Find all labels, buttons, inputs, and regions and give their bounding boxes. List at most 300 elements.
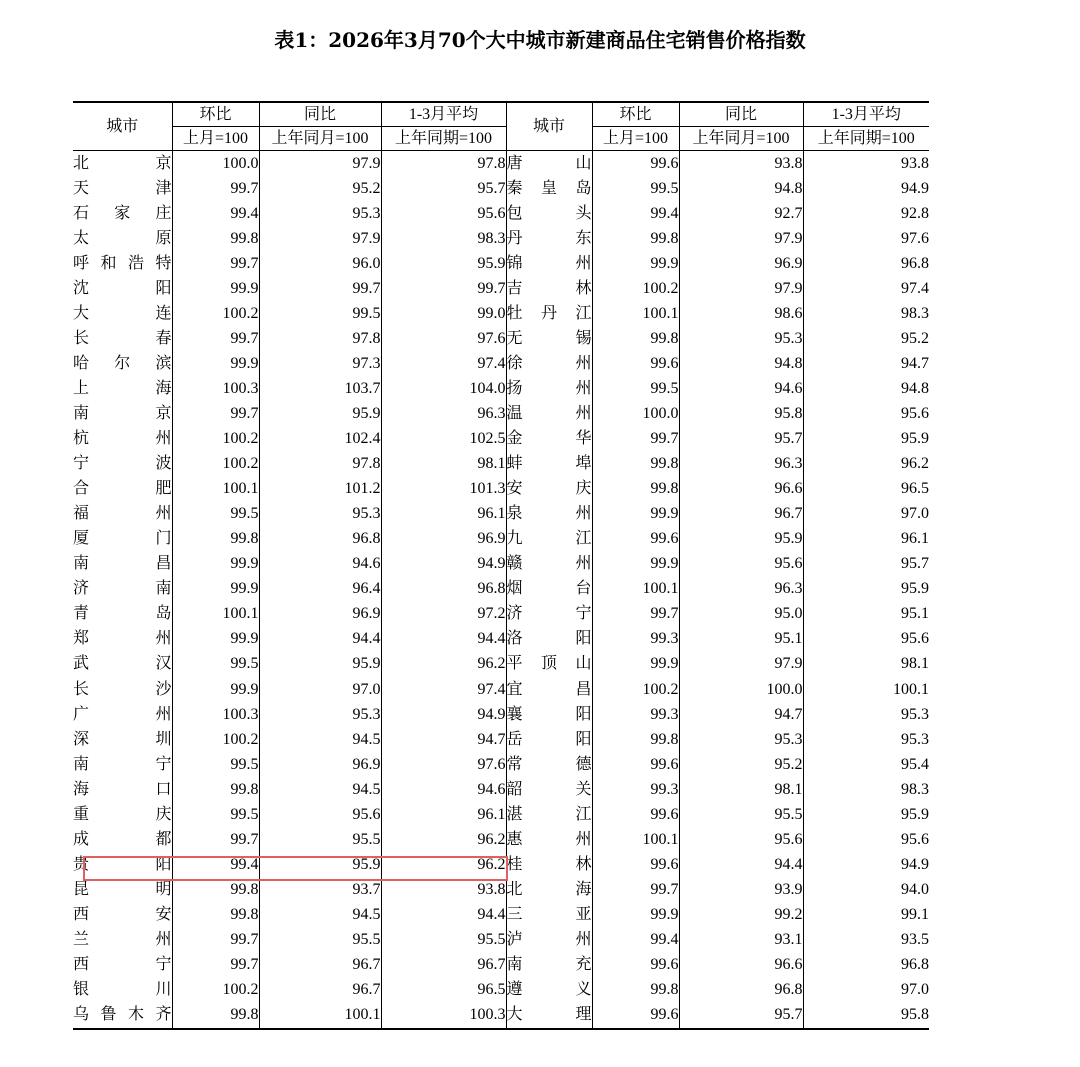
yoy-value-left: 96.7 bbox=[259, 978, 381, 1003]
avg-value-left: 97.8 bbox=[381, 151, 506, 177]
city-name-left-cell bbox=[73, 702, 172, 727]
mom-value-left: 99.9 bbox=[172, 276, 259, 301]
table-row bbox=[73, 527, 929, 552]
avg-value-left: 98.3 bbox=[381, 226, 506, 251]
city-name-left: 沈阳 bbox=[73, 279, 172, 297]
yoy-value-right: 98.1 bbox=[679, 777, 803, 802]
city-name-right: 北海 bbox=[506, 880, 592, 898]
yoy-value-right: 100.0 bbox=[679, 677, 803, 702]
city-name-left-cell bbox=[73, 452, 172, 477]
header-mom-right: 环比 bbox=[592, 102, 679, 127]
table-row bbox=[73, 702, 929, 727]
avg-value-right: 95.9 bbox=[803, 577, 929, 602]
yoy-value-right: 93.1 bbox=[679, 927, 803, 952]
avg-value-right: 96.1 bbox=[803, 527, 929, 552]
yoy-value-left: 97.8 bbox=[259, 452, 381, 477]
header-mom-base-left: 上月=100 bbox=[172, 127, 259, 151]
city-name-left-cell bbox=[73, 852, 172, 877]
table-row bbox=[73, 777, 929, 802]
mom-value-left: 99.7 bbox=[172, 326, 259, 351]
header-avg-base-left: 上年同期=100 bbox=[381, 127, 506, 151]
city-name-right-cell bbox=[506, 351, 592, 376]
city-name-right-cell bbox=[506, 527, 592, 552]
yoy-value-left: 95.3 bbox=[259, 702, 381, 727]
city-name-left-cell bbox=[73, 176, 172, 201]
city-name-right-cell bbox=[506, 401, 592, 426]
header-yoy-right: 同比 bbox=[679, 102, 803, 127]
mom-value-left: 100.2 bbox=[172, 301, 259, 326]
avg-value-right: 97.0 bbox=[803, 502, 929, 527]
city-name-left: 兰州 bbox=[73, 930, 172, 948]
avg-value-left: 94.6 bbox=[381, 777, 506, 802]
table-row bbox=[73, 902, 929, 927]
city-name-left-cell bbox=[73, 276, 172, 301]
city-name-left-cell bbox=[73, 226, 172, 251]
table-row bbox=[73, 627, 929, 652]
yoy-value-left: 94.5 bbox=[259, 902, 381, 927]
avg-value-right: 94.9 bbox=[803, 176, 929, 201]
table-row bbox=[73, 301, 929, 326]
avg-value-left: 96.2 bbox=[381, 827, 506, 852]
mom-value-left: 99.4 bbox=[172, 201, 259, 226]
city-name-left-cell bbox=[73, 777, 172, 802]
avg-value-left: 98.1 bbox=[381, 452, 506, 477]
table-row bbox=[73, 452, 929, 477]
header-avg-left: 1-3月平均 bbox=[381, 102, 506, 127]
mom-value-right: 99.8 bbox=[592, 452, 679, 477]
city-name-left-cell bbox=[73, 602, 172, 627]
table-row bbox=[73, 226, 929, 251]
city-name-left-cell bbox=[73, 477, 172, 502]
avg-value-right: 95.6 bbox=[803, 827, 929, 852]
city-name-left: 长春 bbox=[73, 329, 172, 347]
yoy-value-left: 99.7 bbox=[259, 276, 381, 301]
yoy-value-right: 95.5 bbox=[679, 802, 803, 827]
mom-value-right: 99.5 bbox=[592, 176, 679, 201]
avg-value-left: 95.7 bbox=[381, 176, 506, 201]
mom-value-right: 99.6 bbox=[592, 1003, 679, 1029]
avg-value-left: 95.6 bbox=[381, 201, 506, 226]
table-row bbox=[73, 552, 929, 577]
avg-value-left: 94.9 bbox=[381, 702, 506, 727]
mom-value-left: 99.4 bbox=[172, 852, 259, 877]
mom-value-left: 99.9 bbox=[172, 577, 259, 602]
yoy-value-left: 95.9 bbox=[259, 652, 381, 677]
yoy-value-right: 99.2 bbox=[679, 902, 803, 927]
table-row bbox=[73, 502, 929, 527]
city-name-right: 平顶山 bbox=[506, 655, 592, 673]
avg-value-left: 100.3 bbox=[381, 1003, 506, 1029]
table-row bbox=[73, 427, 929, 452]
city-name-right-cell bbox=[506, 477, 592, 502]
avg-value-right: 95.4 bbox=[803, 752, 929, 777]
yoy-value-left: 95.9 bbox=[259, 401, 381, 426]
mom-value-left: 100.2 bbox=[172, 727, 259, 752]
mom-value-right: 99.4 bbox=[592, 927, 679, 952]
yoy-value-left: 96.9 bbox=[259, 602, 381, 627]
city-name-right: 南充 bbox=[506, 956, 592, 974]
city-name-left: 南昌 bbox=[73, 555, 172, 573]
mom-value-right: 99.8 bbox=[592, 727, 679, 752]
city-name-right: 烟台 bbox=[506, 580, 592, 598]
yoy-value-right: 94.4 bbox=[679, 852, 803, 877]
city-name-left-cell bbox=[73, 902, 172, 927]
avg-value-right: 95.6 bbox=[803, 627, 929, 652]
city-name-left-cell bbox=[73, 502, 172, 527]
city-name-right-cell bbox=[506, 226, 592, 251]
city-name-right: 泉州 bbox=[506, 505, 592, 523]
header-mom-left: 环比 bbox=[172, 102, 259, 127]
city-name-left-cell bbox=[73, 351, 172, 376]
avg-value-left: 97.2 bbox=[381, 602, 506, 627]
city-name-left-cell bbox=[73, 677, 172, 702]
mom-value-left: 99.9 bbox=[172, 552, 259, 577]
yoy-value-left: 97.8 bbox=[259, 326, 381, 351]
yoy-value-right: 95.7 bbox=[679, 427, 803, 452]
table-header bbox=[73, 102, 929, 151]
mom-value-left: 99.9 bbox=[172, 351, 259, 376]
table-row bbox=[73, 978, 929, 1003]
yoy-value-left: 96.8 bbox=[259, 527, 381, 552]
mom-value-right: 99.3 bbox=[592, 777, 679, 802]
table-row bbox=[73, 677, 929, 702]
mom-value-right: 99.9 bbox=[592, 652, 679, 677]
yoy-value-right: 94.8 bbox=[679, 351, 803, 376]
city-name-right-cell bbox=[506, 276, 592, 301]
city-name-right: 金华 bbox=[506, 430, 592, 448]
city-name-right-cell bbox=[506, 552, 592, 577]
avg-value-left: 96.1 bbox=[381, 502, 506, 527]
city-name-left: 厦门 bbox=[73, 530, 172, 548]
avg-value-left: 96.9 bbox=[381, 527, 506, 552]
city-name-right-cell bbox=[506, 376, 592, 401]
table-row bbox=[73, 877, 929, 902]
city-name-left-cell bbox=[73, 927, 172, 952]
city-name-left-cell bbox=[73, 652, 172, 677]
mom-value-left: 99.8 bbox=[172, 777, 259, 802]
city-name-right-cell bbox=[506, 927, 592, 952]
city-name-left-cell bbox=[73, 527, 172, 552]
city-name-left: 海口 bbox=[73, 780, 172, 798]
mom-value-right: 99.9 bbox=[592, 902, 679, 927]
avg-value-left: 96.2 bbox=[381, 852, 506, 877]
mom-value-right: 100.1 bbox=[592, 827, 679, 852]
table-row bbox=[73, 953, 929, 978]
city-name-left: 银川 bbox=[73, 981, 172, 999]
mom-value-right: 99.6 bbox=[592, 151, 679, 177]
avg-value-right: 94.8 bbox=[803, 376, 929, 401]
yoy-value-right: 97.9 bbox=[679, 276, 803, 301]
avg-value-right: 95.9 bbox=[803, 802, 929, 827]
city-name-left-cell bbox=[73, 1003, 172, 1029]
yoy-value-left: 94.5 bbox=[259, 727, 381, 752]
city-name-right-cell bbox=[506, 427, 592, 452]
city-name-left: 贵阳 bbox=[73, 855, 172, 873]
yoy-value-left: 102.4 bbox=[259, 427, 381, 452]
mom-value-left: 100.2 bbox=[172, 452, 259, 477]
avg-value-right: 95.2 bbox=[803, 326, 929, 351]
yoy-value-right: 96.7 bbox=[679, 502, 803, 527]
mom-value-right: 99.6 bbox=[592, 953, 679, 978]
avg-value-left: 96.5 bbox=[381, 978, 506, 1003]
city-name-right: 包头 bbox=[506, 204, 592, 222]
city-name-left-cell bbox=[73, 752, 172, 777]
avg-value-right: 94.9 bbox=[803, 852, 929, 877]
yoy-value-left: 97.9 bbox=[259, 151, 381, 177]
city-name-right: 常德 bbox=[506, 755, 592, 773]
yoy-value-right: 96.3 bbox=[679, 577, 803, 602]
avg-value-right: 93.5 bbox=[803, 927, 929, 952]
city-name-left-cell bbox=[73, 727, 172, 752]
yoy-value-right: 94.7 bbox=[679, 702, 803, 727]
avg-value-right: 96.8 bbox=[803, 953, 929, 978]
table-row bbox=[73, 351, 929, 376]
city-name-left: 武汉 bbox=[73, 655, 172, 673]
city-name-left-cell bbox=[73, 953, 172, 978]
yoy-value-left: 103.7 bbox=[259, 376, 381, 401]
city-name-right: 泸州 bbox=[506, 930, 592, 948]
yoy-value-right: 96.6 bbox=[679, 953, 803, 978]
avg-value-right: 99.1 bbox=[803, 902, 929, 927]
mom-value-left: 100.1 bbox=[172, 602, 259, 627]
yoy-value-left: 100.1 bbox=[259, 1003, 381, 1029]
mom-value-left: 99.8 bbox=[172, 527, 259, 552]
city-name-right: 秦皇岛 bbox=[506, 179, 592, 197]
city-name-left: 石家庄 bbox=[73, 204, 172, 222]
table-row bbox=[73, 802, 929, 827]
avg-value-right: 95.7 bbox=[803, 552, 929, 577]
yoy-value-right: 96.8 bbox=[679, 978, 803, 1003]
table-row bbox=[73, 477, 929, 502]
header-city-left: 城市 bbox=[73, 102, 172, 151]
avg-value-right: 93.8 bbox=[803, 151, 929, 177]
city-name-left-cell bbox=[73, 326, 172, 351]
yoy-value-right: 97.9 bbox=[679, 226, 803, 251]
city-name-right-cell bbox=[506, 577, 592, 602]
avg-value-right: 94.0 bbox=[803, 877, 929, 902]
city-name-left: 天津 bbox=[73, 179, 172, 197]
yoy-value-right: 93.8 bbox=[679, 151, 803, 177]
yoy-value-right: 97.9 bbox=[679, 652, 803, 677]
table-row bbox=[73, 602, 929, 627]
table-row bbox=[73, 652, 929, 677]
mom-value-left: 99.7 bbox=[172, 953, 259, 978]
mom-value-left: 100.0 bbox=[172, 151, 259, 177]
yoy-value-right: 94.6 bbox=[679, 376, 803, 401]
mom-value-left: 99.9 bbox=[172, 627, 259, 652]
mom-value-right: 99.4 bbox=[592, 201, 679, 226]
city-name-right: 蚌埠 bbox=[506, 455, 592, 473]
city-name-right-cell bbox=[506, 702, 592, 727]
mom-value-right: 99.8 bbox=[592, 978, 679, 1003]
city-name-right-cell bbox=[506, 452, 592, 477]
city-name-left-cell bbox=[73, 577, 172, 602]
avg-value-left: 94.4 bbox=[381, 627, 506, 652]
city-name-right-cell bbox=[506, 502, 592, 527]
city-name-right: 岳阳 bbox=[506, 730, 592, 748]
table-row bbox=[73, 927, 929, 952]
city-name-left-cell bbox=[73, 627, 172, 652]
yoy-value-left: 94.6 bbox=[259, 552, 381, 577]
city-name-left: 长沙 bbox=[73, 680, 172, 698]
avg-value-left: 97.6 bbox=[381, 752, 506, 777]
avg-value-left: 96.1 bbox=[381, 802, 506, 827]
yoy-value-right: 95.1 bbox=[679, 627, 803, 652]
city-name-right: 徐州 bbox=[506, 354, 592, 372]
city-name-right-cell bbox=[506, 301, 592, 326]
yoy-value-right: 95.6 bbox=[679, 827, 803, 852]
city-name-left-cell bbox=[73, 802, 172, 827]
city-name-left-cell bbox=[73, 827, 172, 852]
city-name-left-cell bbox=[73, 151, 172, 177]
yoy-value-right: 95.3 bbox=[679, 326, 803, 351]
city-name-right-cell bbox=[506, 627, 592, 652]
city-name-left-cell bbox=[73, 301, 172, 326]
mom-value-left: 100.1 bbox=[172, 477, 259, 502]
yoy-value-right: 96.9 bbox=[679, 251, 803, 276]
yoy-value-left: 95.9 bbox=[259, 852, 381, 877]
avg-value-right: 96.5 bbox=[803, 477, 929, 502]
page-title: 表1：2026年3月70个大中城市新建商品住宅销售价格指数 bbox=[274, 28, 806, 52]
city-name-right-cell bbox=[506, 176, 592, 201]
avg-value-right: 100.1 bbox=[803, 677, 929, 702]
city-name-left-cell bbox=[73, 978, 172, 1003]
city-name-right-cell bbox=[506, 1003, 592, 1029]
header-yoy-base-right: 上年同月=100 bbox=[679, 127, 803, 151]
city-name-left: 杭州 bbox=[73, 430, 172, 448]
city-name-right-cell bbox=[506, 752, 592, 777]
mom-value-left: 99.8 bbox=[172, 1003, 259, 1029]
city-name-left: 乌鲁木齐 bbox=[73, 1006, 172, 1024]
city-name-right: 丹东 bbox=[506, 229, 592, 247]
yoy-value-left: 95.2 bbox=[259, 176, 381, 201]
yoy-value-right: 92.7 bbox=[679, 201, 803, 226]
city-name-right: 襄阳 bbox=[506, 705, 592, 723]
price-index-table bbox=[73, 101, 929, 1030]
city-name-left: 南京 bbox=[73, 404, 172, 422]
avg-value-right: 98.3 bbox=[803, 777, 929, 802]
city-name-right: 韶关 bbox=[506, 780, 592, 798]
city-name-right-cell bbox=[506, 652, 592, 677]
table-row bbox=[73, 577, 929, 602]
avg-value-left: 93.8 bbox=[381, 877, 506, 902]
city-name-right: 温州 bbox=[506, 404, 592, 422]
yoy-value-right: 95.3 bbox=[679, 727, 803, 752]
city-name-left: 呼和浩特 bbox=[73, 254, 172, 272]
mom-value-right: 100.2 bbox=[592, 677, 679, 702]
yoy-value-right: 93.9 bbox=[679, 877, 803, 902]
city-name-right: 安庆 bbox=[506, 480, 592, 498]
avg-value-left: 95.9 bbox=[381, 251, 506, 276]
avg-value-left: 97.6 bbox=[381, 326, 506, 351]
yoy-value-left: 93.7 bbox=[259, 877, 381, 902]
mom-value-left: 99.7 bbox=[172, 927, 259, 952]
city-name-right: 洛阳 bbox=[506, 630, 592, 648]
mom-value-left: 100.3 bbox=[172, 376, 259, 401]
avg-value-right: 94.7 bbox=[803, 351, 929, 376]
mom-value-right: 100.2 bbox=[592, 276, 679, 301]
city-name-right: 济宁 bbox=[506, 605, 592, 623]
mom-value-right: 99.5 bbox=[592, 376, 679, 401]
city-name-left: 合肥 bbox=[73, 480, 172, 498]
avg-value-right: 98.1 bbox=[803, 652, 929, 677]
city-name-right-cell bbox=[506, 602, 592, 627]
mom-value-left: 99.7 bbox=[172, 176, 259, 201]
city-name-left-cell bbox=[73, 251, 172, 276]
mom-value-right: 99.3 bbox=[592, 702, 679, 727]
city-name-right: 惠州 bbox=[506, 830, 592, 848]
mom-value-right: 99.6 bbox=[592, 802, 679, 827]
avg-value-left: 96.7 bbox=[381, 953, 506, 978]
mom-value-left: 99.7 bbox=[172, 827, 259, 852]
yoy-value-right: 96.3 bbox=[679, 452, 803, 477]
city-name-left: 南宁 bbox=[73, 755, 172, 773]
avg-value-left: 97.4 bbox=[381, 351, 506, 376]
table-row bbox=[73, 827, 929, 852]
city-name-left: 郑州 bbox=[73, 630, 172, 648]
table-row bbox=[73, 151, 929, 177]
city-name-left: 西安 bbox=[73, 905, 172, 923]
mom-value-right: 99.7 bbox=[592, 427, 679, 452]
yoy-value-right: 95.8 bbox=[679, 401, 803, 426]
table-row bbox=[73, 852, 929, 877]
yoy-value-left: 95.5 bbox=[259, 827, 381, 852]
city-name-right-cell bbox=[506, 777, 592, 802]
city-name-right: 三亚 bbox=[506, 905, 592, 923]
mom-value-left: 100.2 bbox=[172, 427, 259, 452]
yoy-value-right: 95.2 bbox=[679, 752, 803, 777]
table-row bbox=[73, 1003, 929, 1029]
avg-value-right: 95.1 bbox=[803, 602, 929, 627]
city-name-right-cell bbox=[506, 852, 592, 877]
avg-value-left: 97.4 bbox=[381, 677, 506, 702]
yoy-value-left: 94.4 bbox=[259, 627, 381, 652]
table-row bbox=[73, 752, 929, 777]
mom-value-left: 99.5 bbox=[172, 502, 259, 527]
table-row bbox=[73, 376, 929, 401]
mom-value-right: 99.9 bbox=[592, 502, 679, 527]
avg-value-left: 101.3 bbox=[381, 477, 506, 502]
city-name-right-cell bbox=[506, 326, 592, 351]
avg-value-right: 95.3 bbox=[803, 727, 929, 752]
yoy-value-left: 97.3 bbox=[259, 351, 381, 376]
city-name-left-cell bbox=[73, 376, 172, 401]
table-row bbox=[73, 401, 929, 426]
city-name-right: 九江 bbox=[506, 530, 592, 548]
city-name-right-cell bbox=[506, 827, 592, 852]
avg-value-left: 99.7 bbox=[381, 276, 506, 301]
avg-value-left: 94.4 bbox=[381, 902, 506, 927]
mom-value-left: 99.9 bbox=[172, 677, 259, 702]
city-name-left: 重庆 bbox=[73, 805, 172, 823]
table-body bbox=[73, 151, 929, 1029]
city-name-left-cell bbox=[73, 877, 172, 902]
mom-value-right: 99.6 bbox=[592, 527, 679, 552]
mom-value-right: 99.9 bbox=[592, 251, 679, 276]
yoy-value-right: 95.7 bbox=[679, 1003, 803, 1029]
yoy-value-left: 95.3 bbox=[259, 201, 381, 226]
city-name-right: 大理 bbox=[506, 1006, 592, 1024]
city-name-left: 广州 bbox=[73, 705, 172, 723]
yoy-value-left: 96.4 bbox=[259, 577, 381, 602]
yoy-value-left: 95.6 bbox=[259, 802, 381, 827]
city-name-left-cell bbox=[73, 427, 172, 452]
city-name-left: 大连 bbox=[73, 304, 172, 322]
header-avg-right: 1-3月平均 bbox=[803, 102, 929, 127]
yoy-value-right: 95.6 bbox=[679, 552, 803, 577]
city-name-left: 上海 bbox=[73, 379, 172, 397]
yoy-value-right: 98.6 bbox=[679, 301, 803, 326]
